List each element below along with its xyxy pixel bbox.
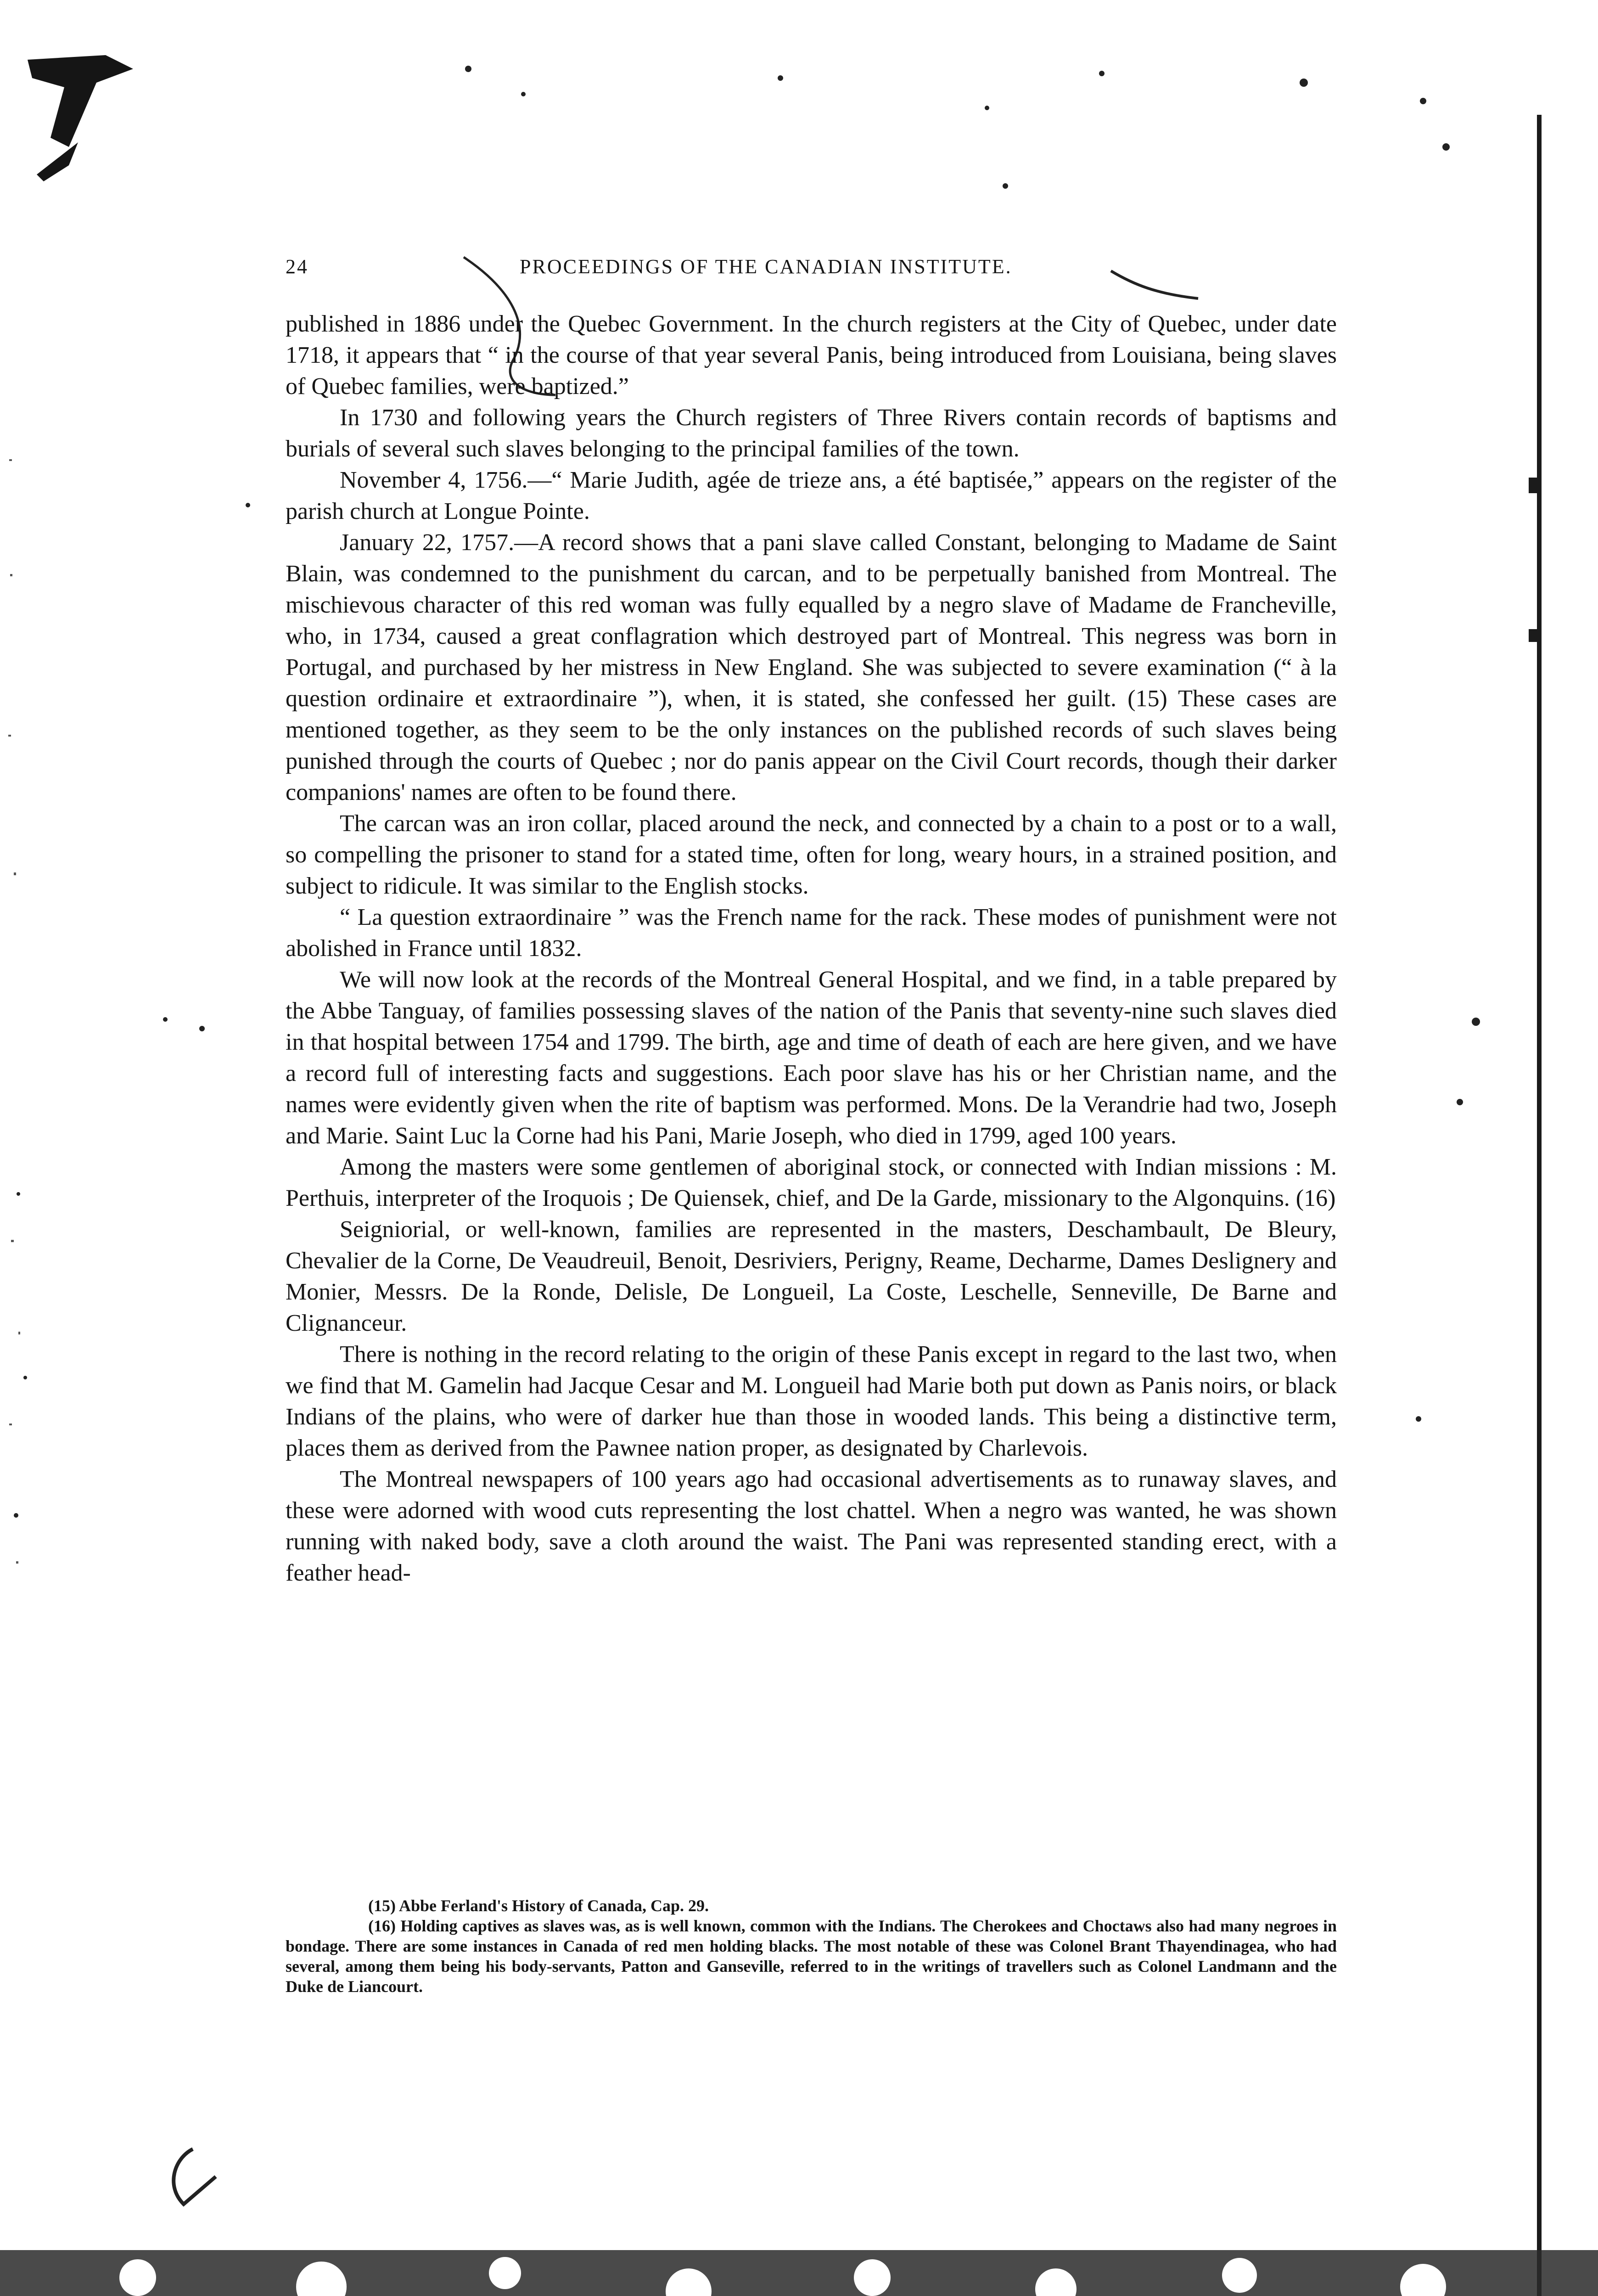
paragraph: “ La question extraordinaire ” was the French name for the rack. These modes of punishment were not abolished in France until 1832. (286, 904, 1337, 962)
footnotes (286, 1896, 1337, 1997)
page-number: 24 (286, 255, 308, 278)
running-title: PROCEEDINGS OF THE CANADIAN INSTITUTE. (520, 255, 1012, 278)
paragraph: The carcan was an iron collar, placed around the neck, and connected by a chain to a post or to a wall, so compelling the prisoner to stand for a stated time, often for long, weary hours, in a strained position, and subject to ridicule. It was similar to the English stocks. (286, 810, 1337, 899)
paragraph: published in 1886 under the Quebec Government. In the church registers at the City of Quebec, under date 1718, it appears that “ in the course of that year several Panis, being introduced from Louisiana, being slaves of Quebec families, were baptized.” (286, 311, 1337, 400)
footnote: (15) Abbe Ferland's History of Canada, Cap. 29. (368, 1896, 709, 1915)
paragraph: The Montreal newspapers of 100 years ago had occasional advertisements as to runaway slaves, and these were adorned with wood cuts representing the lost chattel. When a negro was wanted, he was shown running with naked body, save a cloth around the waist. The Pani was represented standing erect, with a feather head- (286, 1466, 1337, 1586)
paragraph: There is nothing in the record relating to the origin of these Panis except in regard to the last two, when we find that M. Gamelin had Jacque Cesar and M. Longueil had Marie both put down as Panis noirs, or black Indians of the plains, who were of darker hue than those in wooded lands. This being a distinctive term, places them as derived from the Pawnee nation proper, as designated by Charlevois. (286, 1341, 1337, 1461)
paragraph: January 22, 1757.—A record shows that a pani slave called Constant, belonging to Madame de Saint Blain, was condemned to the punishment du carcan, and to be perpetually banished from Montreal. The mischievous character of this red woman was fully equalled by a negro slave of Madame de Francheville, who, in 1734, caused a great conflagration which destroyed part of Montreal. This negress was born in Portugal, and purchased by her mistress in New England. She was subjected to severe examination (“ à la question ordinaire et extraordinaire ”), when, it is stated, she confessed her guilt. (15) These cases are mentioned together, as they seem to be the only instances on the published records of such slaves being punished through the courts of Quebec ; nor do panis appear on the Civil Court records, though their darker companions' names are often to be found there. (286, 529, 1337, 805)
paragraph: In 1730 and following years the Church registers of Three Rivers contain records of baptisms and burials of several such slaves belonging to the principal families of the town. (286, 405, 1337, 462)
paragraph: Among the masters were some gentlemen of aboriginal stock, or connected with Indian missions : M. Perthuis, interpreter of the Iroquois ; De Quiensek, chief, and De la Garde, missionary to the Algonquins. (16) (286, 1154, 1337, 1211)
paragraph: November 4, 1756.—“ Marie Judith, agée de trieze ans, a été baptisée,” appears on the register of the parish church at Longue Pointe. (286, 467, 1337, 524)
paragraph: Seigniorial, or well-known, families are represented in the masters, Deschambault, De Bleury, Chevalier de la Corne, De Veaudreuil, Benoit, Desriviers, Perigny, Reame, Decharme, Dames Deslignery and Monier, Messrs. De la Ronde, Delisle, De Longueil, La Coste, Leschelle, Senneville, De Barne and Clignanceur. (286, 1216, 1337, 1336)
paragraph: We will now look at the records of the Montreal General Hospital, and we find, in a table prepared by the Abbe Tanguay, of families possessing slaves of the nation of the Panis that seventy-nine such slaves died in that hospital between 1754 and 1799. The birth, age and time of death of each are here given, and we have a record full of interesting facts and suggestions. Each poor slave has his or her Christian name, and the names were evidently given when the rite of baptism was performed. Mons. De la Verandrie had two, Joseph and Marie. Saint Luc la Corne had his Pani, Marie Joseph, who died in 1799, aged 100 years. (286, 967, 1337, 1149)
running-header (286, 255, 1337, 292)
footnote: (16) Holding captives as slaves was, as is well known, common with the Indians. The Cherokees and Choctaws also had many negroes in bondage. There are some instances in Canada of red men holding blacks. The most notable of these was Colonel Brant Thayendinagea, who had several, among them being his body-servants, Patton and Ganseville, referred to in the writings of travellers such as Colonel Landmann and the Duke de Liancourt. (286, 1917, 1337, 1996)
body-text (286, 309, 1337, 1589)
